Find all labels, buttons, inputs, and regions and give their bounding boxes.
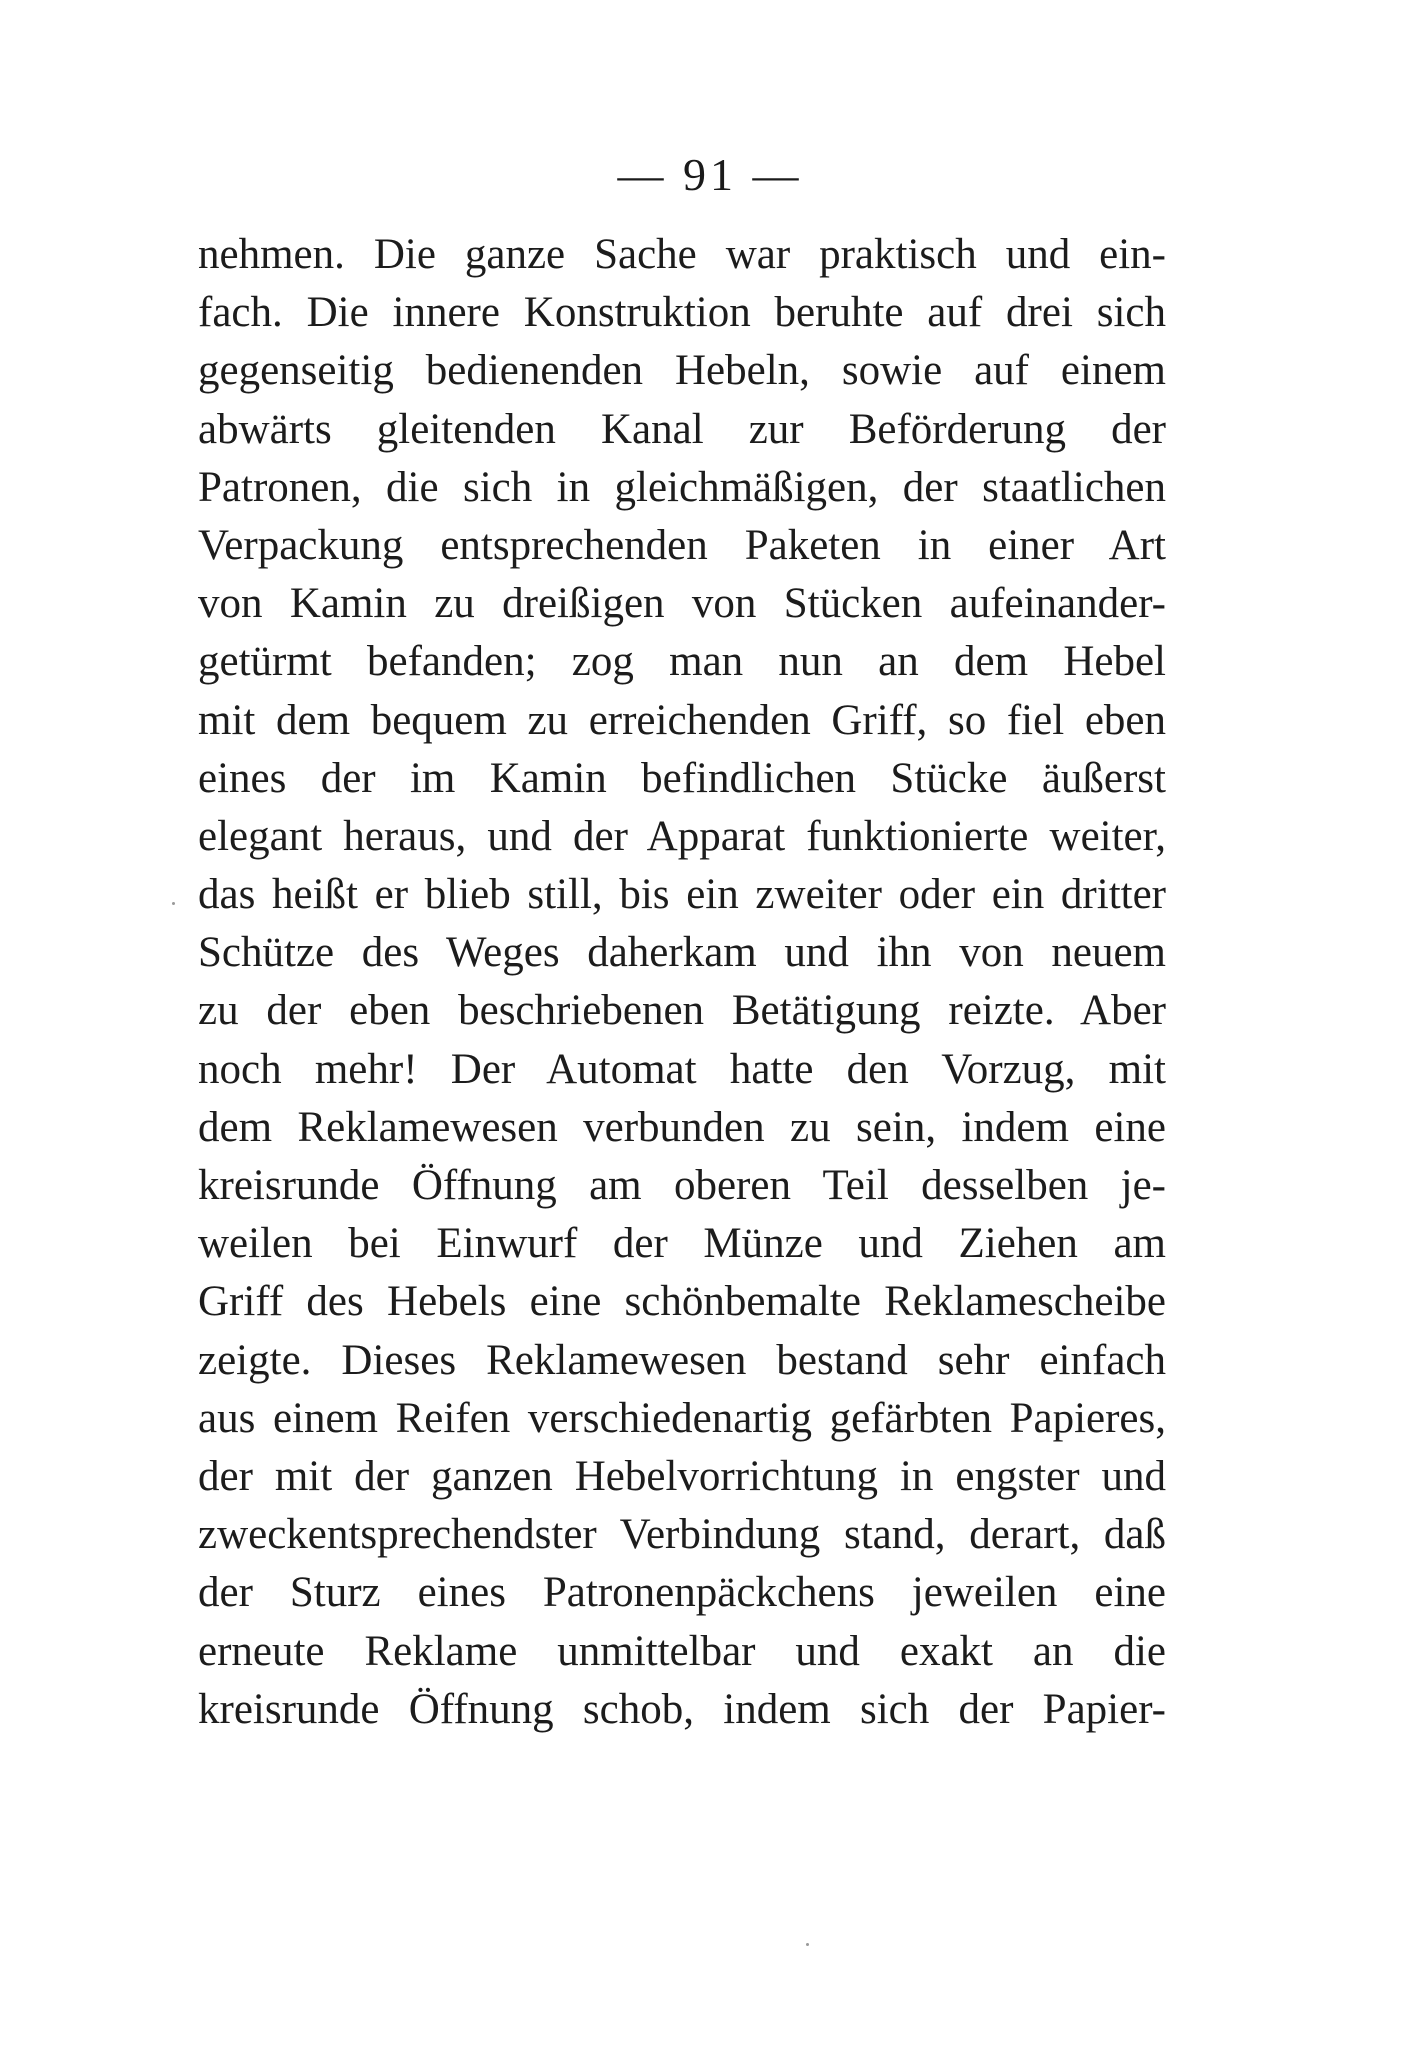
text-line: Verpackung entsprechenden Paketen in einer Art xyxy=(198,521,1166,569)
text-line: eines der im Kamin befindlichen Stücke äußerst xyxy=(198,754,1166,802)
text-line: Patronen, die sich in gleichmäßigen, der staatlichen xyxy=(198,463,1166,511)
text-line: von Kamin zu dreißigen von Stücken aufeinander- xyxy=(198,580,1166,628)
text-line: das heißt er blieb still, bis ein zweiter oder ein dritter xyxy=(198,871,1166,919)
text-line: abwärts gleitenden Kanal zur Beförderung der xyxy=(198,405,1166,453)
text-line: gegenseitig bedienenden Hebeln, sowie auf einem xyxy=(198,347,1166,395)
print-speck xyxy=(172,902,175,905)
text-line: der Sturz eines Patronenpäckchens jeweilen eine xyxy=(198,1569,1166,1617)
text-line: zweckentsprechendster Verbindung stand, derart, daß xyxy=(198,1511,1166,1559)
text-line: Schütze des Weges daherkam und ihn von neuem xyxy=(198,929,1166,977)
text-line: mit dem bequem zu erreichenden Griff, so fiel eben xyxy=(198,696,1166,744)
page-number: — 91 — xyxy=(617,149,803,200)
text-line: weilen bei Einwurf der Münze und Ziehen am xyxy=(198,1220,1166,1268)
print-speck xyxy=(806,1943,809,1946)
text-line: aus einem Reifen verschiedenartig gefärbten Papieres, xyxy=(198,1394,1166,1442)
text-line: Griff des Hebels eine schönbemalte Reklamescheibe xyxy=(198,1278,1166,1326)
text-line: kreisrunde Öffnung schob, indem sich der Papier- xyxy=(198,1685,1166,1733)
text-line: kreisrunde Öffnung am oberen Teil desselben je- xyxy=(198,1162,1166,1209)
text-line: erneute Reklame unmittelbar und exakt an die xyxy=(198,1627,1166,1675)
text-line: elegant heraus, und der Apparat funktionierte weiter, xyxy=(198,812,1166,860)
body-text xyxy=(198,226,1166,1739)
text-line: fach. Die innere Konstruktion beruhte auf drei sich xyxy=(198,289,1166,337)
text-line: zu der eben beschriebenen Betätigung reizte. Aber xyxy=(198,987,1166,1035)
text-line: dem Reklamewesen verbunden zu sein, indem eine xyxy=(198,1103,1166,1151)
text-line: der mit der ganzen Hebelvorrichtung in engster und xyxy=(198,1452,1166,1500)
text-line: nehmen. Die ganze Sache war praktisch und ein- xyxy=(198,231,1166,278)
text-line: getürmt befanden; zog man nun an dem Hebel xyxy=(198,638,1166,686)
text-line: zeigte. Dieses Reklamewesen bestand sehr einfach xyxy=(198,1336,1166,1384)
text-line: noch mehr! Der Automat hatte den Vorzug, mit xyxy=(198,1045,1166,1093)
